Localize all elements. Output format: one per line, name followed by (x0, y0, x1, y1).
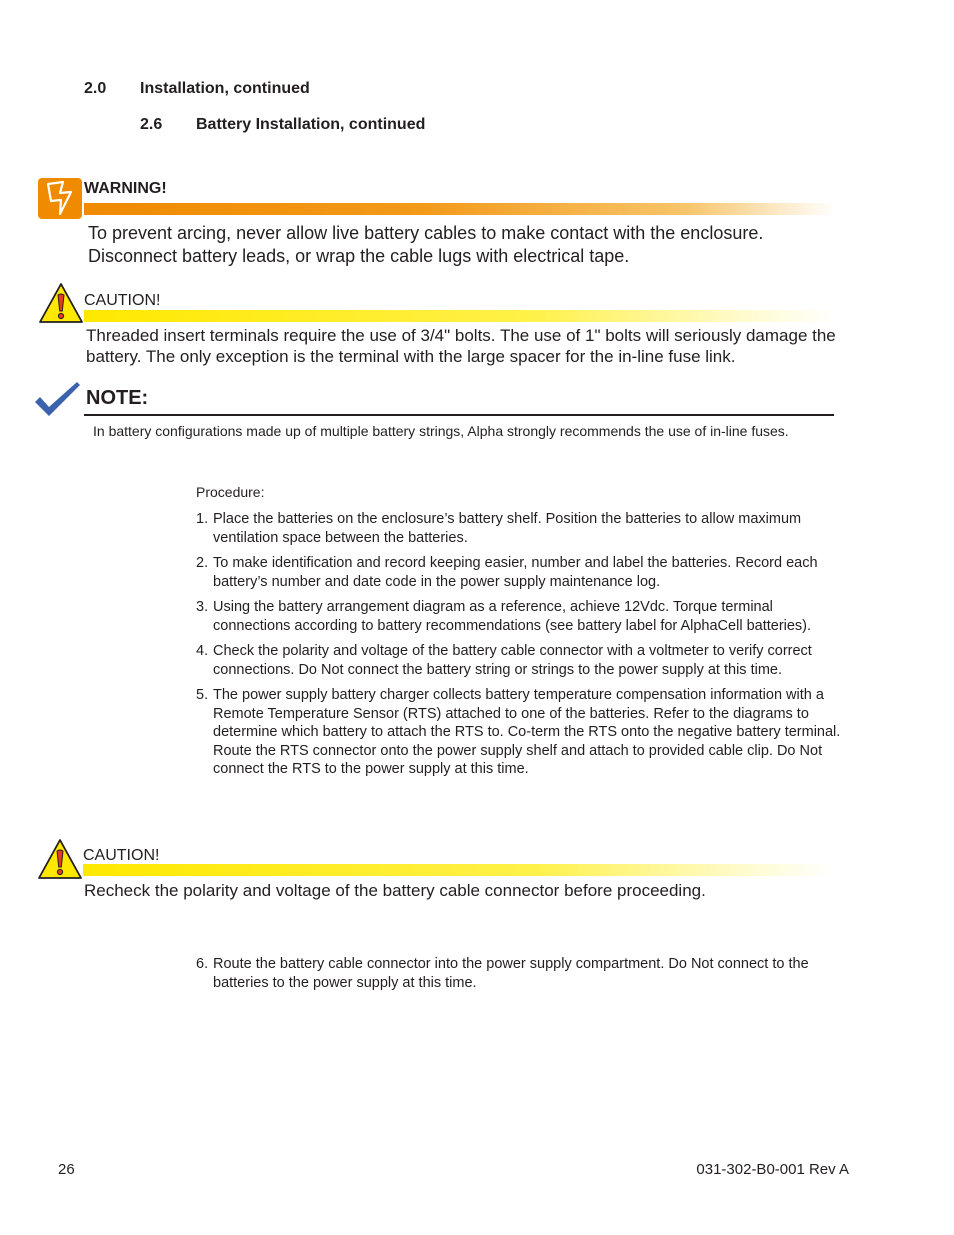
section-title: Installation, continued (140, 80, 310, 97)
step-text: Using the battery arrangement diagram as a reference, achieve 12Vdc. Torque terminal connections according to battery recommendations (see battery label for AlphaCell batteries). (213, 599, 812, 634)
step-number: 4. (196, 643, 209, 659)
procedure-list (196, 510, 846, 786)
caution-text: Threaded insert terminals require the use of 3/4" bolts. The use of 1" bolts will seriously damage the battery. The only exception is the terminal with the large spacer for the in-line fuse link. (86, 326, 836, 366)
caution-text: Recheck the polarity and voltage of the battery cable connector before proceeding. (84, 881, 706, 900)
subsection-title: Battery Installation, continued (196, 116, 426, 133)
procedure-step (196, 554, 846, 591)
step-text: Check the polarity and voltage of the battery cable connector with a voltmeter to verify correct connections. Do Not connect the battery string or strings to the power supply at this time. (213, 643, 812, 678)
subsection-heading (140, 116, 425, 134)
section-number: 2.0 (84, 80, 107, 97)
step-text: To make identification and record keeping easier, number and label the batteries. Record each battery’s number and date code in the power supply maintenance log. (213, 555, 818, 590)
procedure-list-continued (196, 955, 846, 999)
warning-bar (84, 203, 836, 215)
note-divider (84, 414, 834, 416)
procedure-label: Procedure: (196, 484, 265, 500)
checkmark-icon (33, 380, 81, 420)
step-text: The power supply battery charger collects battery temperature compensation information with a Remote Temperature Sensor (RTS) attached to one of the batteries. Refer to the diagrams to determine which battery to attach the RTS to. Co-term the RTS onto the negative battery terminal. Route the RTS connector onto the power supply shelf and attach to provided cable clip. Do Not connect the RTS to the power supply at this time. (213, 687, 841, 777)
document-id: 031-302-B0-001 Rev A (696, 1161, 849, 1178)
caution-bar (83, 864, 835, 876)
caution-title: CAUTION! (84, 292, 161, 309)
step-number: 2. (196, 555, 209, 571)
procedure-step (196, 955, 846, 992)
note-text: In battery configurations made up of multiple battery strings, Alpha strongly recommends the use of in-line fuses. (93, 423, 789, 439)
procedure-step (196, 598, 846, 635)
procedure-step (196, 510, 846, 547)
step-number: 6. (196, 956, 209, 972)
procedure-step (196, 642, 846, 679)
subsection-number: 2.6 (140, 116, 163, 133)
caution-title: CAUTION! (83, 847, 160, 864)
step-text: Route the battery cable connector into the power supply compartment. Do Not connect to the batteries to the power supply at this time. (213, 956, 809, 991)
lightning-bolt-icon (38, 178, 82, 219)
step-number: 5. (196, 687, 209, 703)
step-number: 3. (196, 599, 209, 615)
page-number: 26 (58, 1161, 75, 1178)
note-title: NOTE: (86, 387, 149, 409)
warning-title: WARNING! (84, 180, 167, 197)
section-heading (84, 80, 310, 98)
exclamation-triangle-icon (37, 838, 83, 880)
step-text: Place the batteries on the enclosure’s battery shelf. Position the batteries to allow maximum ventilation space between the batteries. (213, 511, 802, 546)
caution-bar (84, 310, 836, 322)
step-number: 1. (196, 511, 209, 527)
warning-text: To prevent arcing, never allow live battery cables to make contact with the enclosure. Disconnect battery leads, or wrap the cable lugs with electrical tape. (88, 223, 764, 266)
exclamation-triangle-icon (38, 282, 84, 324)
procedure-step (196, 686, 846, 779)
